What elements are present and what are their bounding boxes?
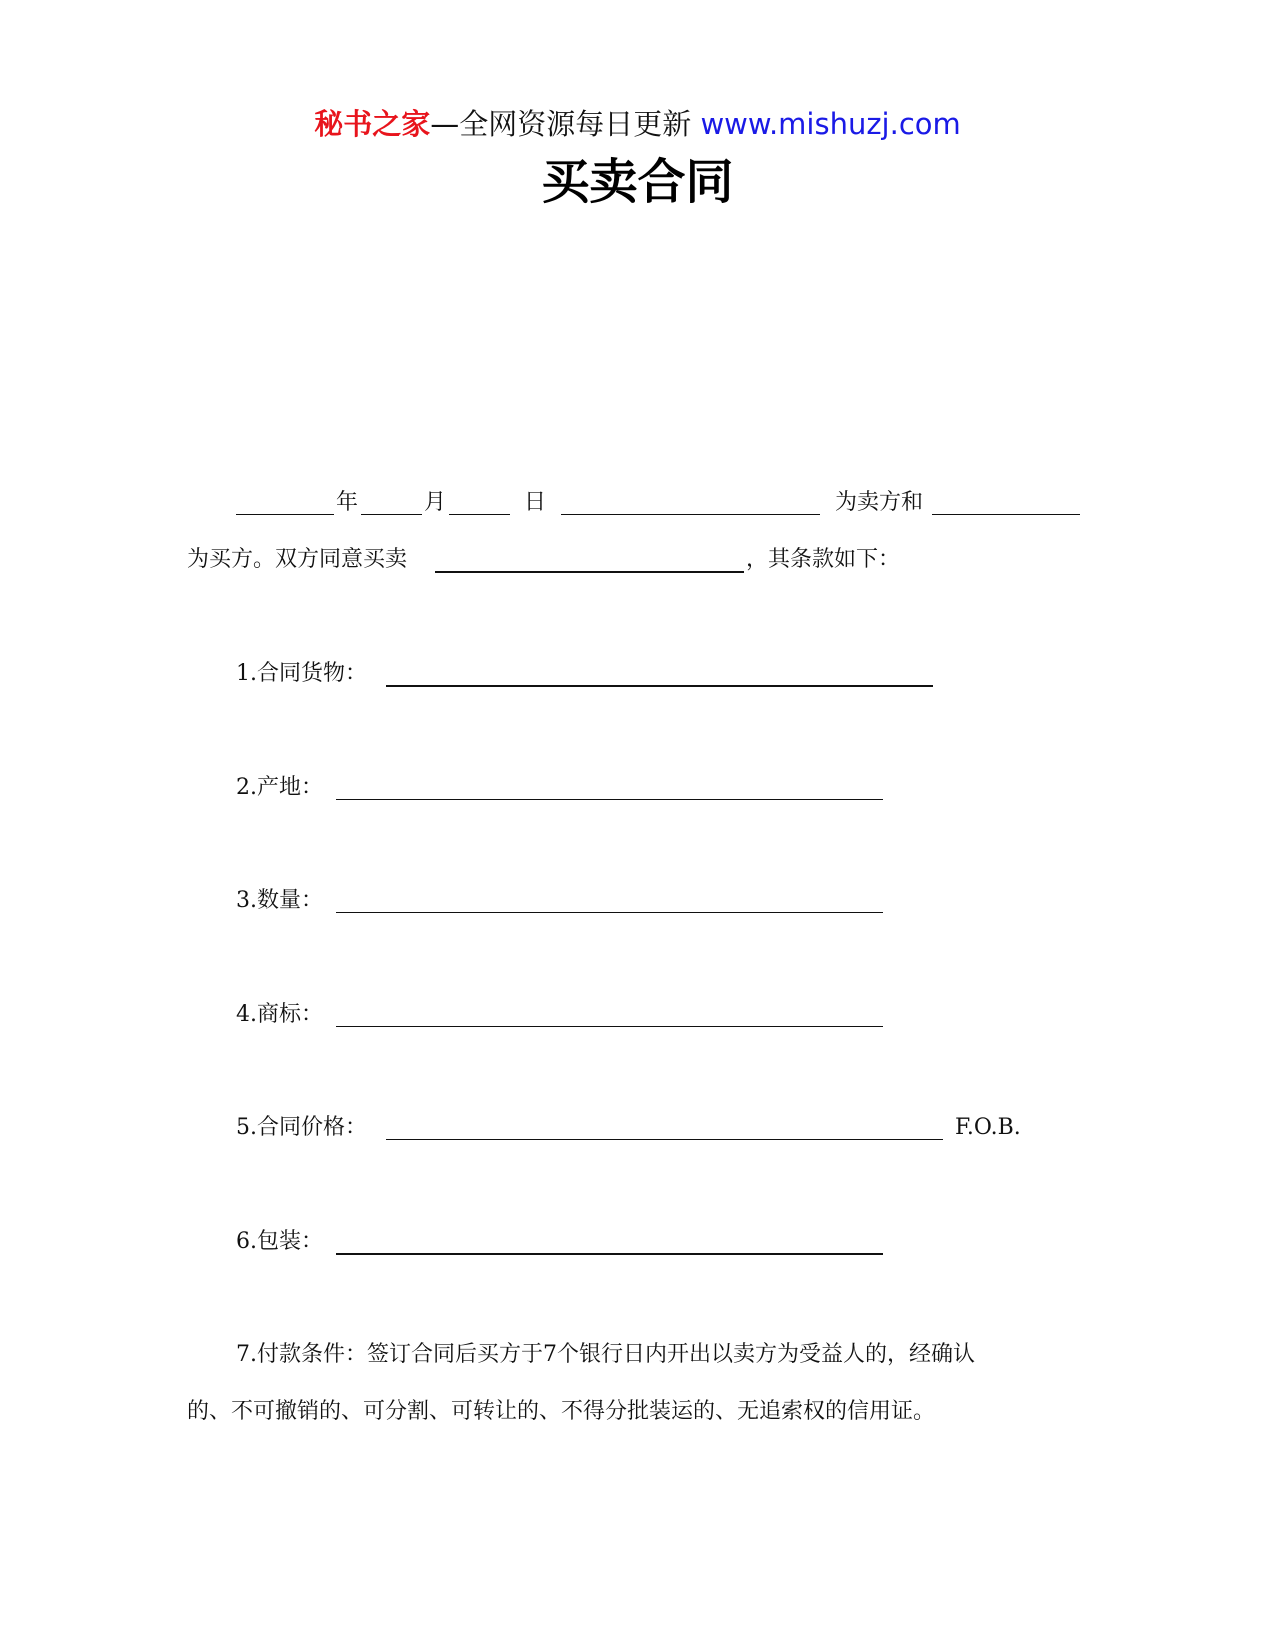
header-slogan: —全网资源每日更新 <box>430 107 701 141</box>
clause-goods-label: 1.合同货物： <box>236 661 367 686</box>
buyer-blank <box>932 514 1080 515</box>
terms-label: ，其条款如下： <box>746 547 901 572</box>
day-label: 日 <box>524 490 547 515</box>
clause-origin-label: 2.产地： <box>236 775 323 800</box>
clause-packing-blank <box>336 1253 883 1255</box>
clause-trademark-blank <box>336 1026 883 1027</box>
clause-packing-label: 6.包装： <box>236 1229 323 1254</box>
clause-quantity-blank <box>336 912 883 913</box>
clause-origin-blank <box>336 799 883 800</box>
clause-payment-line1: 7.付款条件：签订合同后买方于7个银行日内开出以卖方为受益人的，经确认 <box>236 1342 975 1367</box>
month-label: 月 <box>424 490 447 515</box>
clause-payment-line2: 的、不可撤销的、可分割、可转让的、不得分批装运的、无追索权的信用证。 <box>187 1399 936 1424</box>
site-header <box>0 104 1275 144</box>
clause-price-label: 5.合同价格： <box>236 1115 367 1140</box>
brand-name: 秘书之家 <box>314 107 431 141</box>
clause-trademark-label: 4.商标： <box>236 1002 323 1027</box>
seller-blank <box>561 514 820 515</box>
seller-label: 为卖方和 <box>835 490 924 515</box>
day-blank <box>449 514 510 515</box>
year-label: 年 <box>336 490 359 515</box>
clause-goods-blank <box>386 685 933 687</box>
month-blank <box>361 514 422 515</box>
document-title: 买卖合同 <box>541 154 734 210</box>
clause-price-suffix: F.O.B. <box>955 1115 1021 1140</box>
year-blank <box>236 514 334 515</box>
buyer-label: 为买方。双方同意买卖 <box>187 547 408 572</box>
clause-price-blank <box>386 1139 943 1140</box>
goods-blank <box>435 571 744 573</box>
header-url-link[interactable]: www.mishuzj.com <box>700 107 961 141</box>
clause-quantity-label: 3.数量： <box>236 888 323 913</box>
